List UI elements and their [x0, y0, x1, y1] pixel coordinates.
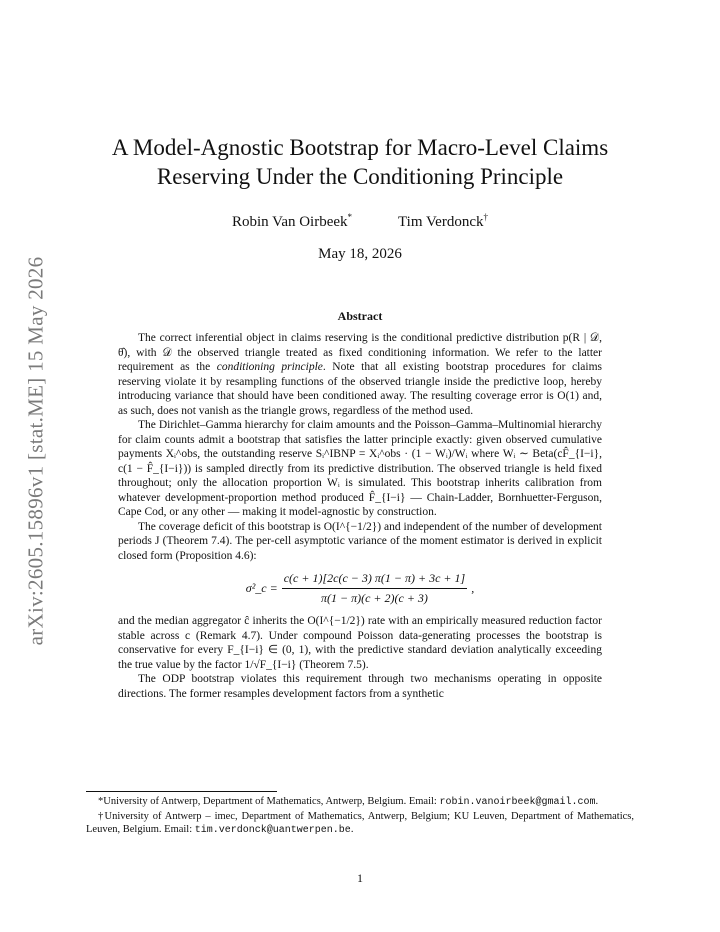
- author-2: [398, 214, 488, 230]
- author-1-name: Robin Van Oirbeek: [232, 214, 348, 230]
- abstract-paragraph-3: The coverage deficit of this bootstrap is O(I^{−1/2}) and independent of the number of development periods J (Theorem 7.4). The per-cell asymptotic variance of the moment estimator is derived in explicit closed form (Proposition 4.6):: [118, 520, 602, 562]
- footnote-2-end: .: [350, 824, 354, 835]
- arxiv-stamp-text: arXiv:2605.15896v1 [stat.ME] 15 May 2026: [23, 256, 48, 646]
- abstract-p1-emphasis: conditioning principle: [216, 361, 323, 373]
- equation-numerator: c(c + 1)[2c(c − 3) π(1 − π) + 3c + 1]: [282, 571, 467, 589]
- author-list: [150, 212, 570, 231]
- footnote-separator: [86, 791, 277, 792]
- variance-equation: [118, 571, 602, 605]
- abstract-paragraph-4: and the median aggregator ĉ inherits the O(I^{−1/2}) rate with an empirically measured reduction factor stable across c (Remark 4.7). Under compound Poisson data-generating processes the bootstrap is conservative for every F_{I−i} ∈ (0, 1), with the predictive standard deviation analytically exceeding the true value by the factor 1/√F_{I−i} (Theorem 7.5).: [118, 615, 602, 671]
- paper-title: [90, 133, 630, 191]
- author-1-footnote-mark: *: [347, 212, 353, 222]
- equation-tail: ,: [471, 580, 475, 595]
- arxiv-identifier-stamp: [14, 246, 58, 656]
- title-line-1: A Model-Agnostic Bootstrap for Macro-Level Claims: [111, 135, 609, 160]
- equation-denominator: π(1 − π)(c + 2)(c + 3): [320, 590, 428, 605]
- abstract-p1-part-b: . Note that all existing bootstrap procedures for claims reserving violate it by resampling functions of the observed triangle inside the predictive loop, hereby introducing variance that should have been conditioned away. The resulting coverage error is O(1) and, as such, does not vanish as the triangle grows, regardless of the method used.: [118, 361, 603, 417]
- footnote-2: [86, 810, 634, 838]
- abstract-paragraph-1: [118, 331, 602, 418]
- equation-fraction: [282, 571, 467, 605]
- footnote-2-email-link[interactable]: tim.verdonck@uantwerpen.be: [194, 825, 351, 836]
- author-2-name: Tim Verdonck: [398, 214, 484, 230]
- footnote-1-text: *University of Antwerp, Department of Mathematics, Antwerp, Belgium. Email:: [98, 796, 440, 807]
- page-number: 1: [357, 871, 363, 885]
- equation-lhs: σ²_c =: [245, 580, 278, 595]
- abstract-body: [118, 331, 602, 701]
- abstract-heading: Abstract: [337, 309, 383, 323]
- publication-date: May 18, 2026: [318, 246, 402, 262]
- abstract-paragraph-5: The ODP bootstrap violates this requirement through two mechanisms operating in opposite directions. The former resamples development factors from a synthetic: [118, 673, 602, 700]
- abstract-paragraph-2: The Dirichlet–Gamma hierarchy for claim amounts and the Poisson–Gamma–Multinomial hierarchy for claim counts admit a bootstrap that satisfies the latter principle exactly: given observed cumulative payments Xᵢ^obs, the outstanding reserve Sᵢ^IBNP = Xᵢ^obs · (1 − Wᵢ)/Wᵢ where Wᵢ ∼ Beta(cF̂_{I−i}, c(1 − F̂_{I−i})) is sampled directly from its predictive distribution. The observed triangle is held fixed throughout; only the allocation proportion Wᵢ is simulated. This bootstrap inherits calibration from whatever development-proportion method produced F̂_{I−i} — Chain-Ladder, Bornhuetter-Ferguson, Cape Cod, or any other — making it model-agnostic by construction.: [118, 419, 602, 518]
- footnote-1-email-link[interactable]: robin.vanoirbeek@gmail.com: [439, 797, 596, 808]
- footnote-1: [86, 795, 634, 810]
- footnote-2-text: †University of Antwerp – imec, Department of Mathematics, Antwerp, Belgium; KU Leuven, Department of Mathematics, Leuven, Belgium. Email:: [86, 810, 634, 835]
- abstract-p1-part-a: The correct inferential object in claims reserving is the conditional predictive distribution p(R | 𝒟, θ̂), with 𝒟 the observed triangle treated as fixed conditioning information. We refer to the latter requirement as the: [118, 332, 602, 373]
- footnote-1-end: .: [595, 796, 599, 807]
- title-line-2: Reserving Under the Conditioning Principle: [156, 164, 564, 189]
- footnotes: [86, 795, 634, 838]
- author-2-footnote-mark: †: [483, 212, 488, 222]
- author-1: [232, 214, 352, 230]
